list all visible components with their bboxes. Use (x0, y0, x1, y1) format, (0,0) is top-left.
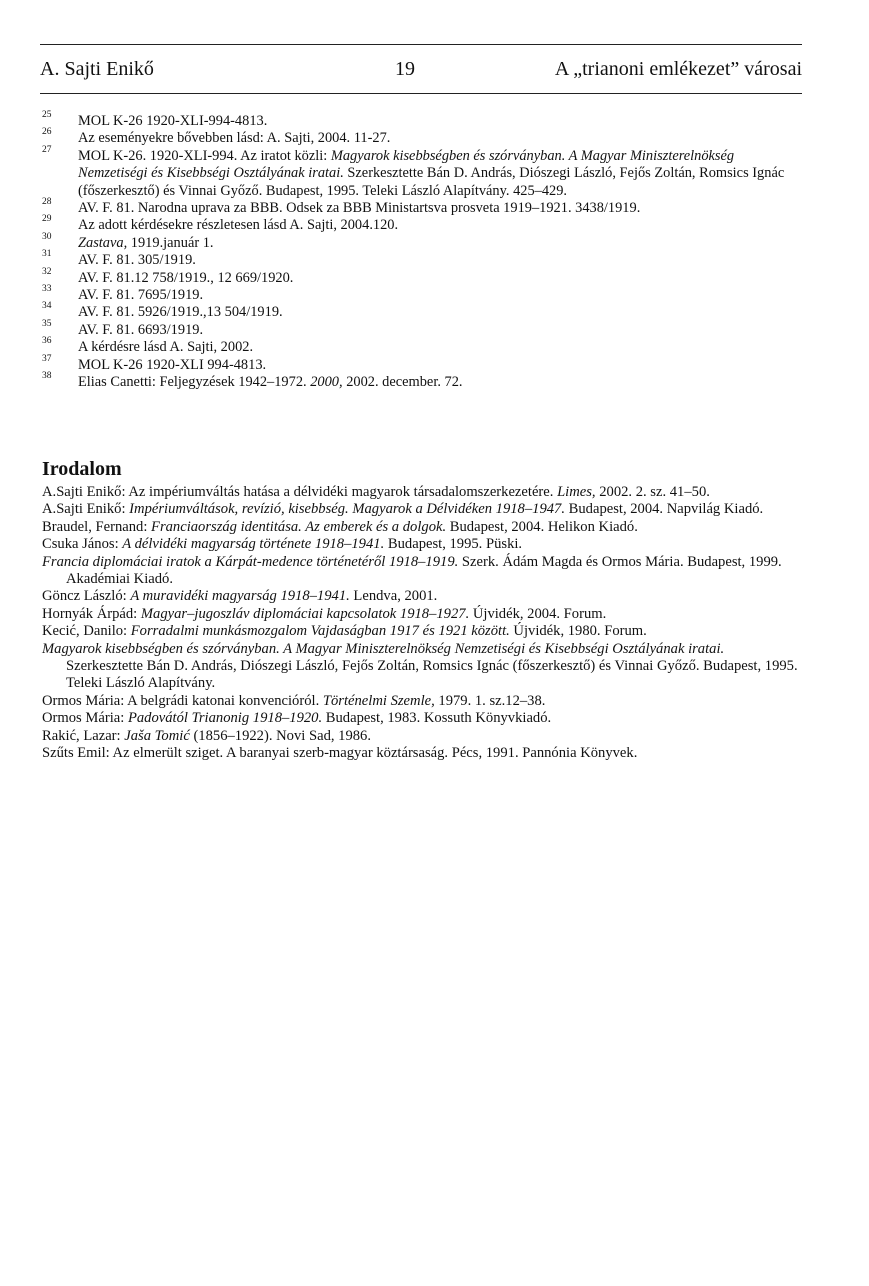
text-segment: Szerk. Ádám Magda és Ormos Mária. Budapest, 1999. Akadémiai Kiadó. (66, 553, 782, 588)
footnote-25 (42, 110, 804, 130)
text-segment: Csuka János: (42, 536, 123, 553)
bibliography-list (42, 484, 804, 763)
bibliography-entry (42, 554, 804, 589)
text-segment: MOL K-26 1920-XLI 994-4813. (78, 356, 267, 373)
bibliography-entry (42, 484, 804, 501)
footnote-number: 38 (42, 371, 52, 382)
text-segment: Budapest, 2004. Napvilág Kiadó. (564, 501, 764, 518)
footnote-29 (42, 214, 804, 234)
footnote-number: 29 (42, 214, 52, 225)
footnotes-list (42, 110, 804, 392)
footnote-number: 30 (42, 231, 52, 242)
footnote-number: 37 (42, 353, 52, 364)
text-segment: AV. F. 81. 305/1919. (78, 252, 196, 269)
italic-text: Limes, (557, 484, 596, 500)
text-segment: Az eseményekre bővebben lásd: A. Sajti, 2004. 11-27. (78, 130, 391, 147)
text-segment: Szerkesztette Bán D. András, Diószegi László, Fejős Zoltán, Romsics Ignác (főszerkesztő) és Vinnai Győző. Budapest, 1995. Teleki László Alapítvány. 425–429. (78, 165, 785, 199)
italic-text: Zastava, (78, 234, 128, 251)
footnote-34 (42, 301, 804, 321)
footnote-28 (42, 197, 804, 217)
text-segment: Budapest, 2004. Helikon Kiadó. (446, 518, 638, 535)
text-segment: Újvidék, 2004. Forum. (469, 605, 607, 622)
text-segment: A.Sajti Enikő: (42, 501, 130, 518)
text-segment: Rakić, Lazar: (42, 727, 125, 744)
running-header (40, 44, 802, 94)
italic-text: Magyar–jugoszláv diplomáciai kapcsolatok 1918–1927. (140, 605, 470, 622)
text-segment: AV. F. 81. Narodna uprava za BBB. Odsek za BBB Ministartsva prosveta 1919–1921. 3438/1919. (78, 200, 641, 217)
footnote-number: 26 (42, 127, 52, 138)
footnote-number: 27 (42, 144, 52, 155)
footnote-number: 36 (42, 336, 52, 347)
text-segment: Budapest, 1983. Kossuth Könyvkiadó. (322, 710, 552, 727)
text-segment: Újvidék, 1980. Forum. (509, 623, 647, 640)
text-segment: 2002. 2. sz. 41–50. (595, 484, 710, 500)
text-segment: 2002. december. 72. (342, 374, 463, 391)
text-segment: 1979. 1. sz.12–38. (434, 692, 546, 709)
italic-text: Francia diplomáciai iratok a Kárpát-medence történetéről 1918–1919. (42, 553, 459, 570)
footnote-33 (42, 284, 804, 304)
bibliography-entry (42, 501, 804, 518)
text-segment: Szűts Emil: Az elmerült sziget. A baranyai szerb-magyar köztársaság. Pécs, 1991. Pannónia Könyvek. (42, 745, 638, 762)
bibliography-entry (42, 606, 804, 623)
text-segment: A.Sajti Enikő: Az impériumváltás hatása a délvidéki magyarok társadalomszerkezetére. (42, 484, 558, 500)
italic-text: Jaša Tomić (124, 727, 190, 744)
bibliography-entry (42, 588, 804, 605)
text-segment: AV. F. 81. 7695/1919. (78, 287, 204, 304)
text-segment: Lendva, 2001. (349, 588, 438, 605)
bibliography-entry (42, 519, 804, 536)
footnote-number: 32 (42, 266, 52, 277)
footnote-number: 35 (42, 318, 52, 329)
italic-text: A délvidéki magyarság története 1918–1941. (122, 536, 385, 553)
text-segment: Braudel, Fernand: (42, 518, 152, 535)
bibliography-heading: Irodalom (42, 458, 122, 480)
text-segment: Ormos Mária: (42, 710, 128, 727)
bibliography-entry (42, 710, 804, 727)
italic-text: Franciaország identitása. Az emberek és a dolgok. (151, 518, 447, 535)
footnote-31 (42, 249, 804, 269)
page-number: 19 (395, 58, 415, 80)
header-author: A. Sajti Enikő (40, 58, 154, 80)
text-segment: MOL K-26 1920-XLI-994-4813. (78, 113, 268, 129)
footnote-number: 25 (42, 110, 52, 120)
text-segment: MOL K-26. 1920-XLI-994. Az iratot közli: (78, 147, 331, 164)
bibliography-entry (42, 641, 804, 693)
footnote-36 (42, 336, 804, 356)
footnote-number: 34 (42, 301, 52, 312)
text-segment: Az adott kérdésekre részletesen lásd A. Sajti, 2004.120. (78, 217, 399, 234)
text-segment: Ormos Mária: A belgrádi katonai konvencióról. (42, 692, 323, 709)
running-title: A „trianoni emlékezet” városai (554, 58, 802, 80)
text-segment: Göncz László: (42, 588, 131, 605)
text-segment: AV. F. 81.12 758/1919., 12 669/1920. (78, 269, 294, 286)
text-segment: Hornyák Árpád: (42, 605, 141, 622)
text-segment: Budapest, 1995. Püski. (384, 536, 523, 553)
footnote-37 (42, 353, 804, 374)
footnote-32 (42, 266, 804, 287)
italic-text: Impériumváltások, revízió, kisebbség. Magyarok a Délvidéken 1918–1947. (129, 501, 565, 518)
text-segment: Elias Canetti: Feljegyzések 1942–1972. (78, 374, 311, 391)
text-segment: A kérdésre lásd A. Sajti, 2002. (78, 339, 254, 356)
italic-text: A muravidéki magyarság 1918–1941. (130, 588, 350, 605)
footnote-35 (42, 318, 804, 339)
italic-text: Forradalmi munkásmozgalom Vajdaságban 1917 és 1921 között. (130, 623, 510, 640)
bibliography-entry (42, 536, 804, 553)
text-segment: AV. F. 81. 6693/1919. (78, 321, 204, 338)
bibliography-entry (42, 693, 804, 710)
text-segment: Szerkesztette Bán D. András, Diószegi László, Fejős Zoltán, Romsics Ignác (főszerkesztő) és Vinnai Győző. Budapest, 1995. Teleki László Alapítvány. (66, 658, 798, 692)
footnote-number: 31 (42, 249, 52, 260)
footnote-30 (42, 231, 804, 252)
text-segment: 1919.január 1. (127, 234, 214, 251)
italic-text: Történelmi Szemle, (322, 692, 435, 709)
bibliography-entry (42, 623, 804, 640)
footnote-26 (42, 127, 804, 147)
italic-text: Padovától Trianonig 1918–1920. (127, 710, 323, 727)
text-segment: (1856–1922). Novi Sad, 1986. (189, 727, 371, 744)
bibliography-entry (42, 745, 804, 762)
italic-text: Magyarok kisebbségben és szórványban. A Magyar Miniszterelnökség Nemzetiségi és Kisebbségi Osztályának iratai. (78, 147, 735, 182)
footnote-38 (42, 371, 804, 391)
italic-text: 2000, (310, 374, 343, 391)
footnote-number: 28 (42, 197, 52, 208)
footnote-27 (42, 144, 804, 200)
bibliography-entry (42, 728, 804, 745)
footnote-number: 33 (42, 284, 52, 295)
text-segment: Kecić, Danilo: (42, 623, 131, 640)
italic-text: Magyarok kisebbségben és szórványban. A Magyar Miniszterelnökség Nemzetiségi és Kisebbségi Osztályának iratai. (42, 640, 725, 657)
text-segment: AV. F. 81. 5926/1919.,13 504/1919. (78, 304, 283, 321)
